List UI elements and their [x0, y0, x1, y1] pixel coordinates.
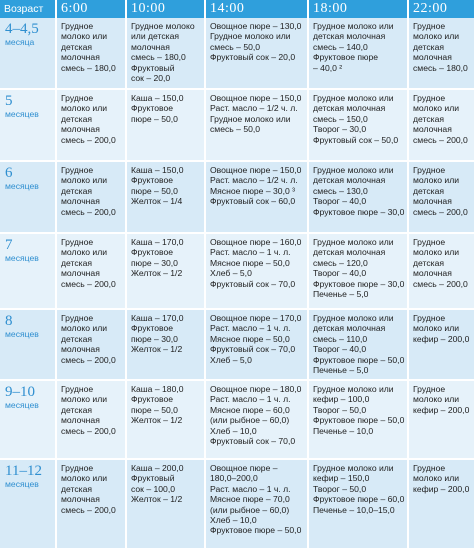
meal-line: молоко или	[61, 394, 108, 405]
meal-line: Мясное пюре – 30,0 ³	[210, 185, 295, 196]
meal-cell	[308, 89, 408, 161]
table-row	[0, 161, 475, 233]
meal-line: сок – 20,0	[131, 73, 171, 84]
meal-line: молоко или	[413, 247, 460, 258]
meal-line: детская молочная	[313, 31, 386, 42]
meal-line: Овощное пюре –	[210, 463, 278, 473]
meal-line: смесь – 180,0	[413, 62, 468, 73]
meal-line: Хлеб – 5,0	[210, 354, 252, 365]
meal-line: Хлеб – 5,0	[210, 268, 252, 279]
meal-line: молочная	[61, 344, 100, 355]
meal-line: Каша – 180,0	[131, 384, 184, 394]
age-unit: месяцев	[5, 400, 39, 410]
meal-line: Фруктовый	[131, 62, 175, 73]
meal-line: детская	[61, 483, 93, 494]
meal-cell	[56, 18, 126, 89]
meal-line: Раст. масло – 1 ч. л.	[210, 247, 291, 258]
meal-line: Желток – 1/2	[131, 268, 183, 279]
meal-line: Фруктовое	[131, 103, 174, 114]
meal-cell	[126, 89, 205, 161]
meal-line: Грудное молоко или	[210, 113, 291, 124]
meal-line: молочная	[61, 268, 100, 279]
meal-line: Грудное молоко или	[313, 21, 394, 31]
meal-cell	[408, 233, 475, 309]
meal-line: Желток – 1/2	[131, 344, 183, 355]
meal-line: Творог – 50,0	[313, 483, 367, 494]
meal-cell	[408, 309, 475, 380]
age-cell	[0, 89, 56, 161]
meal-line: молочная	[413, 268, 452, 279]
meal-line: смесь – 120,0	[313, 257, 368, 268]
age-cell	[0, 233, 56, 309]
meal-line: или детская	[131, 31, 180, 42]
meal-line: молоко или	[413, 473, 460, 484]
meal-line: молоко или	[413, 103, 460, 114]
meal-line: Грудное	[413, 237, 446, 247]
meal-line: (или рыбное – 60,0)	[210, 415, 290, 426]
meal-line: Фруктовый сок – 60,0	[210, 196, 296, 207]
meal-cell	[56, 380, 126, 459]
time-header: 10:00	[126, 0, 205, 18]
time-header: 6:00	[56, 0, 126, 18]
meal-line: Фруктовый сок – 70,0	[210, 344, 296, 355]
meal-line: смесь – 180,0	[61, 62, 116, 73]
meal-cell	[56, 89, 126, 161]
meal-line: – 40,0 ²	[313, 62, 343, 73]
meal-cell	[56, 233, 126, 309]
age-unit: месяца	[5, 37, 35, 47]
meal-line: Фруктовый сок – 50,0	[313, 134, 399, 145]
meal-line: кефир – 200,0	[413, 333, 470, 344]
meal-line: Фруктовое пюре – 50,0	[313, 354, 405, 365]
meal-line: Желток – 1/2	[131, 415, 183, 426]
meal-line: Каша – 150,0	[131, 165, 184, 175]
meal-cell	[205, 89, 308, 161]
meal-cell	[308, 309, 408, 380]
meal-line: Овощное пюре – 180,0	[210, 384, 302, 394]
meal-line: сок – 100,0	[131, 483, 175, 494]
meal-line: детская	[413, 257, 445, 268]
meal-line: Мясное пюре – 70,0	[210, 494, 290, 505]
meal-line: Мясное пюре – 50,0	[210, 257, 290, 268]
meal-line: Грудное молоко или	[313, 93, 394, 103]
meal-cell	[408, 161, 475, 233]
meal-cell	[126, 161, 205, 233]
meal-line: Фруктовое	[131, 323, 174, 334]
meal-cell	[205, 18, 308, 89]
meal-line: Каша – 150,0	[131, 93, 184, 103]
meal-line: Грудное молоко или	[313, 237, 394, 247]
meal-line: детская	[413, 185, 445, 196]
table-row	[0, 459, 475, 549]
meal-line: молочная	[61, 124, 100, 135]
age-unit: месяцев	[5, 109, 39, 119]
meal-line: Грудное	[413, 21, 446, 31]
meal-line: Фруктовое	[131, 175, 174, 186]
meal-line: Фруктовое пюре – 50,0	[210, 525, 302, 536]
meal-line: Овощное пюре – 170,0	[210, 313, 302, 323]
meal-line: Грудное молоко или	[313, 384, 394, 394]
meal-line: смесь – 130,0	[313, 185, 368, 196]
age-cell	[0, 18, 56, 89]
meal-line: смесь – 180,0	[131, 52, 186, 63]
age-value: 6	[5, 165, 13, 181]
meal-line: детская	[413, 113, 445, 124]
meal-line: смесь – 200,0	[61, 354, 116, 365]
meal-cell	[126, 459, 205, 549]
meal-line: Фруктовое пюре – 30,0	[313, 278, 405, 289]
meal-line: молоко или	[61, 473, 108, 484]
meal-cell	[126, 309, 205, 380]
meal-line: молочная	[61, 494, 100, 505]
meal-line: Грудное	[413, 165, 446, 175]
meal-line: пюре – 50,0	[131, 113, 178, 124]
meal-line: пюре – 50,0	[131, 185, 178, 196]
meal-cell	[308, 18, 408, 89]
meal-line: смесь – 140,0	[313, 41, 368, 52]
meal-line: пюре – 30,0	[131, 333, 178, 344]
table-body	[0, 18, 475, 549]
meal-cell	[205, 309, 308, 380]
meal-line: смесь – 200,0	[413, 278, 468, 289]
meal-line: молоко или	[61, 323, 108, 334]
meal-line: детская	[61, 113, 93, 124]
meal-line: Грудное	[413, 93, 446, 103]
age-unit: месяцев	[5, 253, 39, 263]
meal-line: смесь – 50,0	[210, 124, 261, 135]
age-unit: месяцев	[5, 181, 39, 191]
meal-line: молочная	[413, 52, 452, 63]
meal-line: молоко или	[413, 323, 460, 334]
age-column-header: Возраст	[0, 0, 56, 18]
meal-line: Фруктовое пюре – 50,0	[313, 415, 405, 426]
meal-line: молочная	[61, 52, 100, 63]
meal-line: Грудное	[61, 384, 94, 394]
age-value: 9–10	[5, 384, 35, 400]
meal-line: детская молочная	[313, 103, 386, 114]
meal-line: Творог – 40,0	[313, 344, 367, 355]
meal-cell	[205, 459, 308, 549]
age-cell	[0, 161, 56, 233]
meal-cell	[205, 380, 308, 459]
meal-line: смесь – 200,0	[413, 206, 468, 217]
meal-line: Фруктовое пюре – 60,0	[313, 494, 405, 505]
meal-cell	[205, 233, 308, 309]
table-row	[0, 89, 475, 161]
meal-line: Печенье – 10,0	[313, 425, 374, 436]
meal-line: пюре – 50,0	[131, 404, 178, 415]
meal-cell	[126, 380, 205, 459]
meal-line: Хлеб – 10,0	[210, 515, 257, 526]
meal-line: Мясное пюре – 60,0	[210, 404, 290, 415]
meal-line: Грудное	[61, 237, 94, 247]
table-row	[0, 18, 475, 89]
age-value: 11–12	[5, 463, 42, 479]
meal-line: Печенье – 10,0–15,0	[313, 504, 395, 515]
meal-line: кефир – 100,0	[313, 394, 370, 405]
meal-cell	[408, 380, 475, 459]
meal-line: Хлеб – 10,0	[210, 425, 257, 436]
time-header: 22:00	[408, 0, 475, 18]
meal-line: молоко или	[413, 394, 460, 405]
meal-line: Грудное	[413, 463, 446, 473]
meal-line: Грудное молоко	[131, 21, 195, 31]
meal-line: Печенье – 5,0	[313, 365, 369, 376]
meal-line: детская	[61, 41, 93, 52]
meal-line: Раст. масло – 1 ч. л.	[210, 483, 291, 494]
meal-line: Печенье – 5,0	[313, 289, 369, 300]
meal-line: Грудное молоко или	[313, 313, 394, 323]
meal-line: молоко или	[61, 175, 108, 186]
meal-line: Грудное	[413, 384, 446, 394]
meal-line: Раст. масло – 1 ч. л.	[210, 394, 291, 405]
meal-line: Овощное пюре – 150,0	[210, 165, 302, 175]
meal-line: Грудное	[61, 21, 94, 31]
meal-line: смесь – 50,0	[210, 41, 261, 52]
meal-line: молочная	[61, 196, 100, 207]
meal-cell	[408, 89, 475, 161]
meal-line: Творог – 40,0	[313, 268, 367, 279]
meal-line: детская молочная	[313, 247, 386, 258]
meal-cell	[126, 233, 205, 309]
table-row	[0, 380, 475, 459]
meal-line: детская молочная	[313, 323, 386, 334]
meal-line: смесь – 200,0	[61, 134, 116, 145]
meal-cell	[308, 233, 408, 309]
meal-line: молоко или	[413, 175, 460, 186]
time-header: 18:00	[308, 0, 408, 18]
age-value: 8	[5, 313, 13, 329]
meal-line: Грудное	[61, 93, 94, 103]
meal-line: детская	[413, 41, 445, 52]
meal-line: молоко или	[413, 31, 460, 42]
meal-line: смесь – 200,0	[61, 206, 116, 217]
meal-line: смесь – 200,0	[61, 425, 116, 436]
age-unit: месяцев	[5, 479, 39, 489]
meal-line: Раст. масло – 1/2 ч. л.	[210, 103, 298, 114]
meal-line: Фруктовый сок – 20,0	[210, 52, 296, 63]
time-header: 14:00	[205, 0, 308, 18]
meal-line: молоко или	[61, 103, 108, 114]
table-row	[0, 233, 475, 309]
meal-line: Желток – 1/2	[131, 494, 183, 505]
meal-line: молочная	[413, 124, 452, 135]
meal-line: кефир – 150,0	[313, 473, 370, 484]
meal-line: Грудное	[61, 463, 94, 473]
meal-cell	[205, 161, 308, 233]
meal-line: Творог – 30,0	[313, 124, 367, 135]
meal-line: смесь – 150,0	[313, 113, 368, 124]
meal-line: детская	[61, 185, 93, 196]
meal-line: Фруктовый сок – 70,0	[210, 278, 296, 289]
meal-line: кефир – 200,0	[413, 483, 470, 494]
meal-line: Грудное	[61, 313, 94, 323]
meal-line: 180,0–200,0	[210, 473, 258, 484]
meal-cell	[56, 459, 126, 549]
meal-line: Фруктовое	[131, 247, 174, 258]
meal-line: детская молочная	[313, 175, 386, 186]
meal-line: Фруктовый	[131, 473, 175, 484]
age-value: 4–4,5	[5, 21, 39, 37]
meal-cell	[56, 309, 126, 380]
meal-line: смесь – 200,0	[413, 134, 468, 145]
meal-line: Грудное молоко или	[313, 463, 394, 473]
meal-line: детская	[61, 257, 93, 268]
meal-cell	[308, 380, 408, 459]
table-row	[0, 309, 475, 380]
meal-line: Грудное	[413, 313, 446, 323]
meal-line: Фруктовый сок – 70,0	[210, 436, 296, 447]
meal-line: Фруктовое	[131, 394, 174, 405]
meal-line: Овощное пюре – 150,0	[210, 93, 302, 103]
meal-line: Фруктовое пюре – 30,0	[313, 206, 405, 217]
meal-line: смесь – 200,0	[61, 504, 116, 515]
header-row	[0, 0, 475, 18]
meal-line: Грудное молоко или	[313, 165, 394, 175]
meal-line: кефир – 200,0	[413, 404, 470, 415]
age-cell	[0, 380, 56, 459]
meal-line: Овощное пюре – 160,0	[210, 237, 302, 247]
age-unit: месяцев	[5, 329, 39, 339]
meal-cell	[56, 161, 126, 233]
meal-line: Раст. масло – 1 ч. л.	[210, 323, 291, 334]
meal-line: молоко или	[61, 247, 108, 258]
meal-line: (или рыбное – 60,0)	[210, 504, 290, 515]
meal-cell	[126, 18, 205, 89]
meal-line: Творог – 50,0	[313, 404, 367, 415]
age-cell	[0, 309, 56, 380]
meal-line: детская	[61, 333, 93, 344]
age-value: 7	[5, 237, 13, 253]
meal-line: Мясное пюре – 50,0	[210, 333, 290, 344]
meal-line: молочная	[413, 196, 452, 207]
meal-line: смесь – 110,0	[313, 333, 368, 344]
meal-line: Каша – 170,0	[131, 237, 184, 247]
meal-line: детская	[61, 404, 93, 415]
meal-line: Творог – 40,0	[313, 196, 367, 207]
meal-line: Раст. масло – 1/2 ч. л.	[210, 175, 298, 186]
meal-cell	[408, 459, 475, 549]
meal-line: смесь – 200,0	[61, 278, 116, 289]
meal-cell	[308, 161, 408, 233]
meal-line: Грудное	[61, 165, 94, 175]
meal-line: молочная	[131, 41, 170, 52]
meal-cell	[308, 459, 408, 549]
meal-line: Грудное молоко или	[210, 31, 291, 42]
meal-line: Каша – 170,0	[131, 313, 184, 323]
age-cell	[0, 459, 56, 549]
meal-line: Фруктовое пюре	[313, 52, 379, 63]
meal-line: молочная	[61, 415, 100, 426]
meal-line: Желток – 1/4	[131, 196, 183, 207]
meal-line: Каша – 200,0	[131, 463, 184, 473]
age-value: 5	[5, 93, 13, 109]
meal-line: пюре – 30,0	[131, 257, 178, 268]
meal-line: молоко или	[61, 31, 108, 42]
meal-line: Овощное пюре – 130,0	[210, 21, 302, 31]
meal-cell	[408, 18, 475, 89]
